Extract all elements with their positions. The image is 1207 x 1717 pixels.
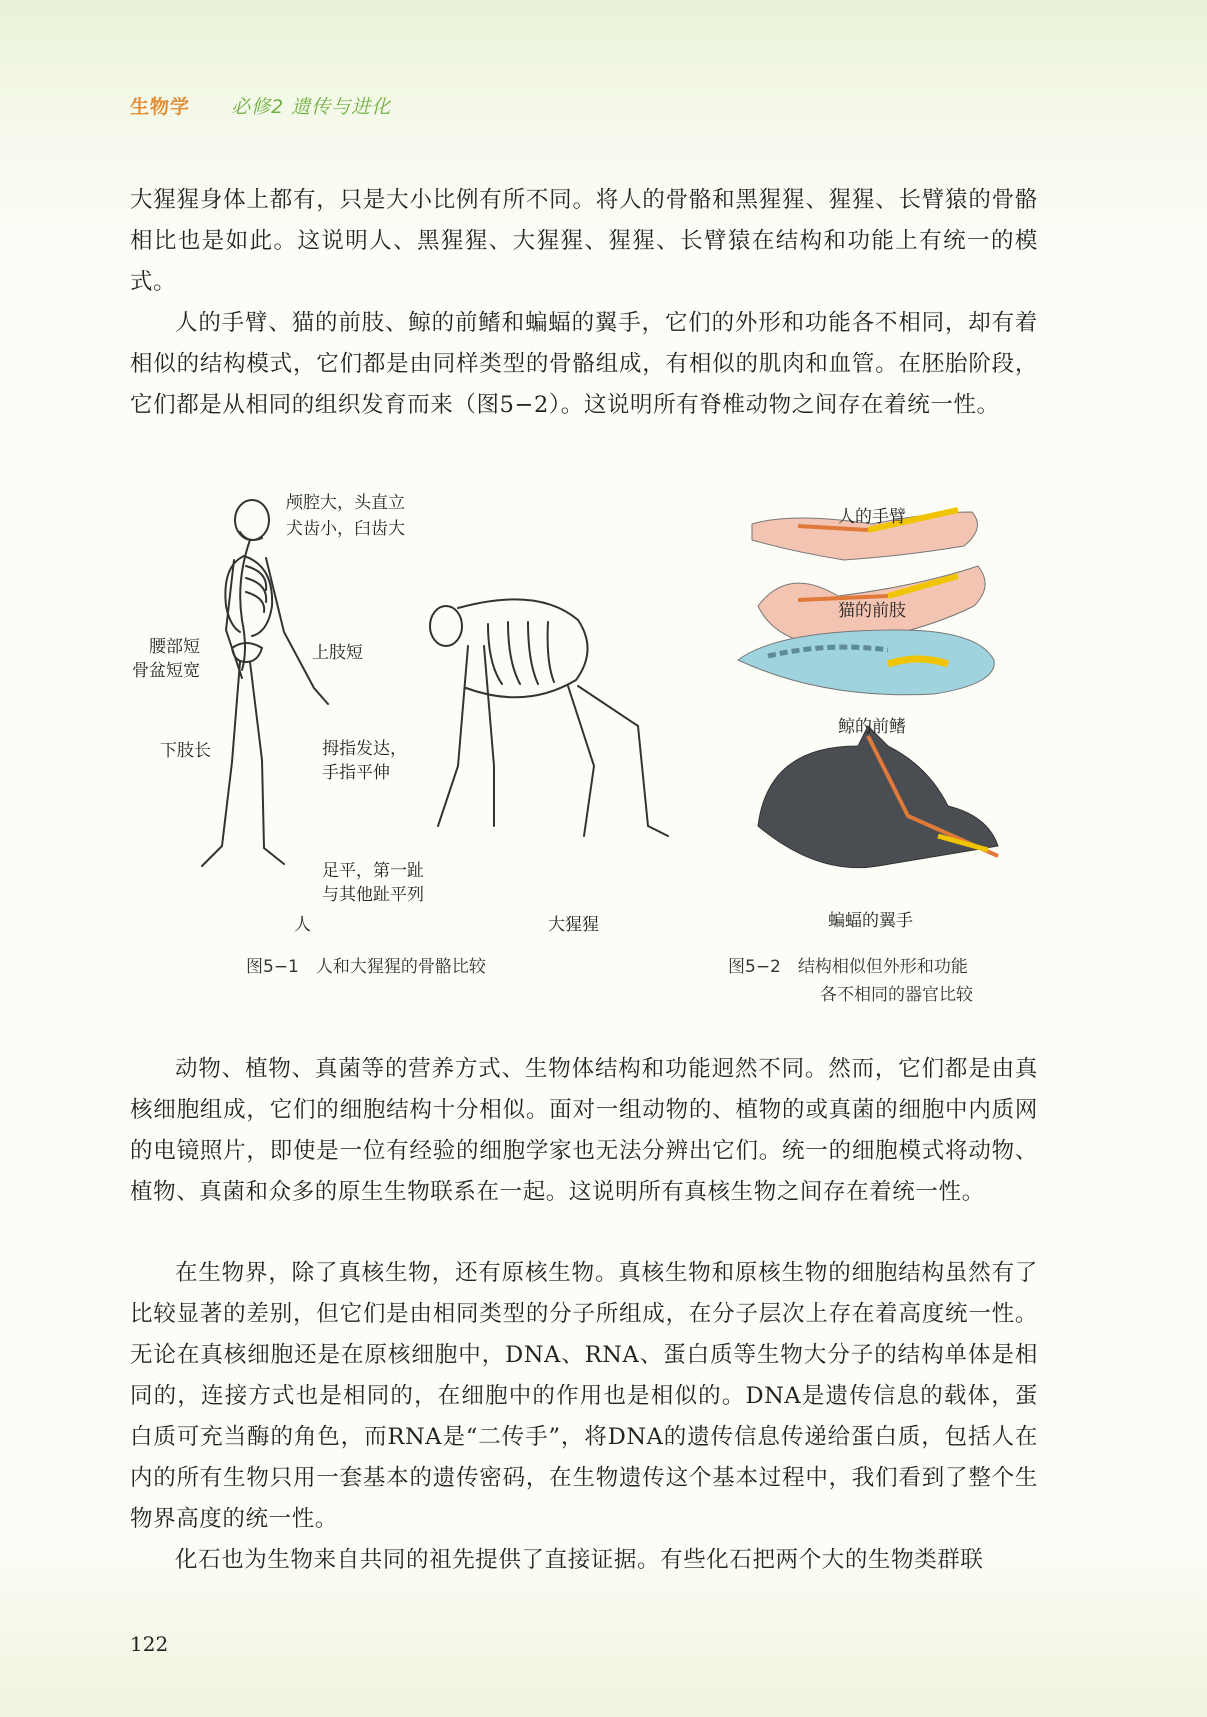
label-toes: 与其他趾平列 xyxy=(322,885,424,905)
label-cat-forelimb: 猫的前肢 xyxy=(838,601,906,621)
label-foot: 足平，第一趾 xyxy=(322,861,424,881)
book-title: 生物学 xyxy=(130,96,191,118)
label-bat-wing: 蝙蝠的翼手 xyxy=(828,911,913,931)
label-upper-limb: 上肢短 xyxy=(312,643,363,663)
skeleton-illustration xyxy=(128,496,728,946)
paragraph: 大猩猩身体上都有，只是大小比例有所不同。将人的骨骼和黑猩猩、猩猩、长臂猿的骨骼相比也是如此。这说明人、黑猩猩、大猩猩、猩猩、长臂猿在结构和功能上有统一的模式。 xyxy=(130,187,1038,295)
label-waist: 腰部短 xyxy=(149,637,200,657)
paragraph: 化石也为生物来自共同的祖先提供了直接证据。有些化石把两个大的生物类群联 xyxy=(175,1547,984,1573)
figure-caption: 图5−2 结构相似但外形和功能 xyxy=(728,957,968,977)
label-human-arm: 人的手臂 xyxy=(838,507,906,527)
label-teeth: 犬齿小，臼齿大 xyxy=(286,519,405,539)
figure-skeleton-comparison xyxy=(128,493,728,977)
label-fingers: 手指平伸 xyxy=(322,763,390,783)
figure-caption: 图5−1 人和大猩猩的骨骼比较 xyxy=(246,957,486,977)
label-human: 人 xyxy=(294,915,311,935)
page-number: 122 xyxy=(130,1632,169,1656)
label-thumb: 拇指发达， xyxy=(322,739,407,759)
label-lower-limb: 下肢长 xyxy=(160,741,211,761)
paragraph: 人的手臂、猫的前肢、鲸的前鳍和蝙蝠的翼手，它们的外形和功能各不相同，却有着相似的结构模式，它们都是由同样类型的骨骼组成，有相似的肌肉和血管。在胚胎阶段，它们都是从相同的组织发育而来（图5−2）。这说明所有脊椎动物之间存在着统一性。 xyxy=(130,310,1038,418)
label-whale-flipper: 鲸的前鳍 xyxy=(838,717,906,737)
paragraph: 在生物界，除了真核生物，还有原核生物。真核生物和原核生物的细胞结构虽然有了比较显著的差别，但它们是由相同类型的分子所组成，在分子层次上存在着高度统一性。无论在真核细胞还是在原核细胞中，DNA、RNA、蛋白质等生物大分子的结构单体是相同的，连接方式也是相同的，在细胞中的作用也是相似的。DNA是遗传信息的载体，蛋白质可充当酶的角色，而RNA是“二传手”，将DNA的遗传信息传递给蛋白质，包括人在内的所有生物只用一套基本的遗传密码，在生物遗传这个基本过程中，我们看到了整个生物界高度的统一性。 xyxy=(130,1260,1038,1532)
label-skull: 颅腔大，头直立 xyxy=(286,493,405,513)
running-header xyxy=(130,92,391,119)
paragraph: 动物、植物、真菌等的营养方式、生物体结构和功能迥然不同。然而，它们都是由真核细胞组成，它们的细胞结构十分相似。面对一组动物的、植物的或真菌的细胞中内质网的电镜照片，即使是一位有经验的细胞学家也无法分辨出它们。统一的细胞模式将动物、植物、真菌和众多的原生生物联系在一起。这说明所有真核生物之间存在着统一性。 xyxy=(130,1056,1038,1205)
figure-caption-line2: 各不相同的器官比较 xyxy=(820,985,973,1005)
figure-homologous-organs xyxy=(728,496,1038,1005)
volume-title: 必修2 遗传与进化 xyxy=(231,96,392,118)
label-pelvis: 骨盆短宽 xyxy=(132,661,200,681)
label-gorilla: 大猩猩 xyxy=(548,915,599,935)
